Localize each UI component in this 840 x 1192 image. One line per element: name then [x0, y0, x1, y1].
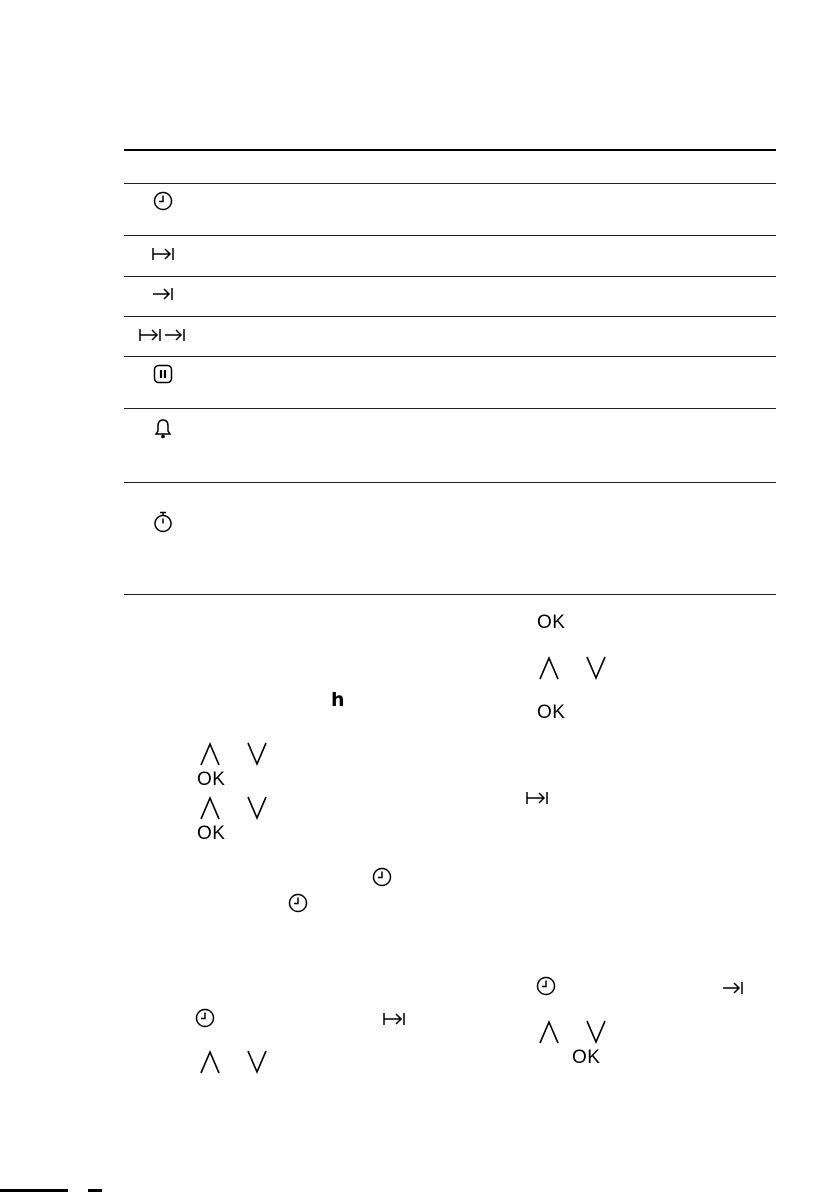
- clock-icon: [535, 975, 557, 997]
- ok-button-label: OK: [537, 612, 566, 633]
- bell-icon: [152, 417, 174, 441]
- table-row-divider: [124, 482, 776, 483]
- clock-icon: [287, 892, 309, 914]
- down-arrow-icon: [584, 654, 608, 682]
- table-row-divider: [124, 408, 776, 409]
- ok-button-label: OK: [572, 1047, 601, 1068]
- table-row-divider: [124, 356, 776, 357]
- table-row-divider: [124, 183, 776, 184]
- up-arrow-icon: [198, 794, 222, 822]
- table-bottom-rule: [124, 594, 776, 595]
- clock-icon: [194, 1007, 216, 1029]
- stopwatch-icon: [152, 510, 174, 534]
- up-arrow-icon: [537, 654, 561, 682]
- table-top-rule: [124, 149, 776, 151]
- table-row-divider: [124, 276, 776, 277]
- ok-button-label: OK: [197, 823, 226, 844]
- up-arrow-icon: [198, 1048, 222, 1076]
- ok-button-label: OK: [197, 769, 226, 790]
- pause-icon: [152, 363, 174, 385]
- end-icon: [721, 978, 745, 998]
- up-arrow-icon: [198, 740, 222, 768]
- table-row-divider: [124, 316, 776, 317]
- clock-icon: [152, 190, 174, 212]
- ok-button-label: OK: [537, 702, 566, 723]
- down-arrow-icon: [245, 1048, 269, 1076]
- table-row-divider: [124, 235, 776, 236]
- clock-icon: [371, 866, 393, 888]
- duration-icon: [524, 788, 550, 808]
- down-arrow-icon: [584, 1018, 608, 1046]
- time-delay-icon: [137, 325, 189, 345]
- down-arrow-icon: [245, 740, 269, 768]
- hour-symbol: h: [331, 689, 345, 711]
- duration-icon: [381, 1009, 407, 1029]
- end-icon: [151, 284, 175, 304]
- up-arrow-icon: [537, 1018, 561, 1046]
- down-arrow-icon: [245, 794, 269, 822]
- duration-icon: [150, 244, 176, 264]
